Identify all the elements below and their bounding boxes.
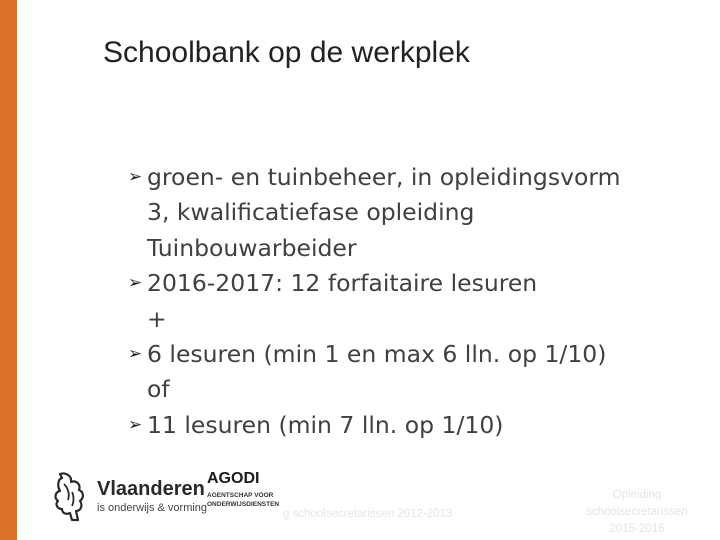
agodi-tagline-line: ONDERWIJSDIENSTEN [207,500,280,508]
vlaanderen-name: Vlaanderen [97,478,205,500]
bullet-item [128,160,688,195]
footer-right-line: schoolsecretarissen [586,506,688,518]
footer-right-text [582,487,692,538]
bullet-text: 6 lesuren (min 1 en max 6 lln. op 1/10) [147,340,607,369]
bullet-continuation: Tuinbouwarbeider [147,233,357,262]
bullet-continuation: 3, kwalificatiefase opleiding [147,198,475,227]
bullet-text: groen- en tuinbeheer, in opleidingsvorm [147,163,621,191]
agodi-tagline-line: AGENTSCHAP VOOR [207,492,274,499]
bullet-continuation: + [147,304,167,333]
arrow-bullet-icon: ➢ [128,414,143,435]
bullet-item [128,408,688,443]
agodi-logo [207,470,297,509]
arrow-bullet-icon: ➢ [128,167,143,187]
agodi-name: AGODI [207,470,260,487]
bullet-text: 11 lesuren (min 7 lln. op 1/10) [147,410,504,439]
bullet-item [128,337,688,372]
arrow-bullet-icon: ➢ [128,273,143,294]
slide-title: Schoolbank op de werkplek [103,36,470,69]
footer-right-line: Opleiding [612,489,662,501]
bullet-list [128,160,688,443]
footer-right-line: 2015-2016 [609,523,665,535]
vlaanderen-tagline: is onderwijs & vorming [97,502,208,514]
arrow-bullet-icon: ➢ [128,344,143,365]
bullet-text: 2016-2017: 12 forfaitaire lesuren [147,269,538,298]
flemish-lion-icon [50,470,92,526]
bullet-item [128,266,688,301]
footer-center-text: g schoolsecretarissen 2012-2013 [283,508,453,520]
agodi-tagline [207,492,297,509]
bullet-continuation: of [147,375,170,404]
orange-side-bar [0,0,17,540]
